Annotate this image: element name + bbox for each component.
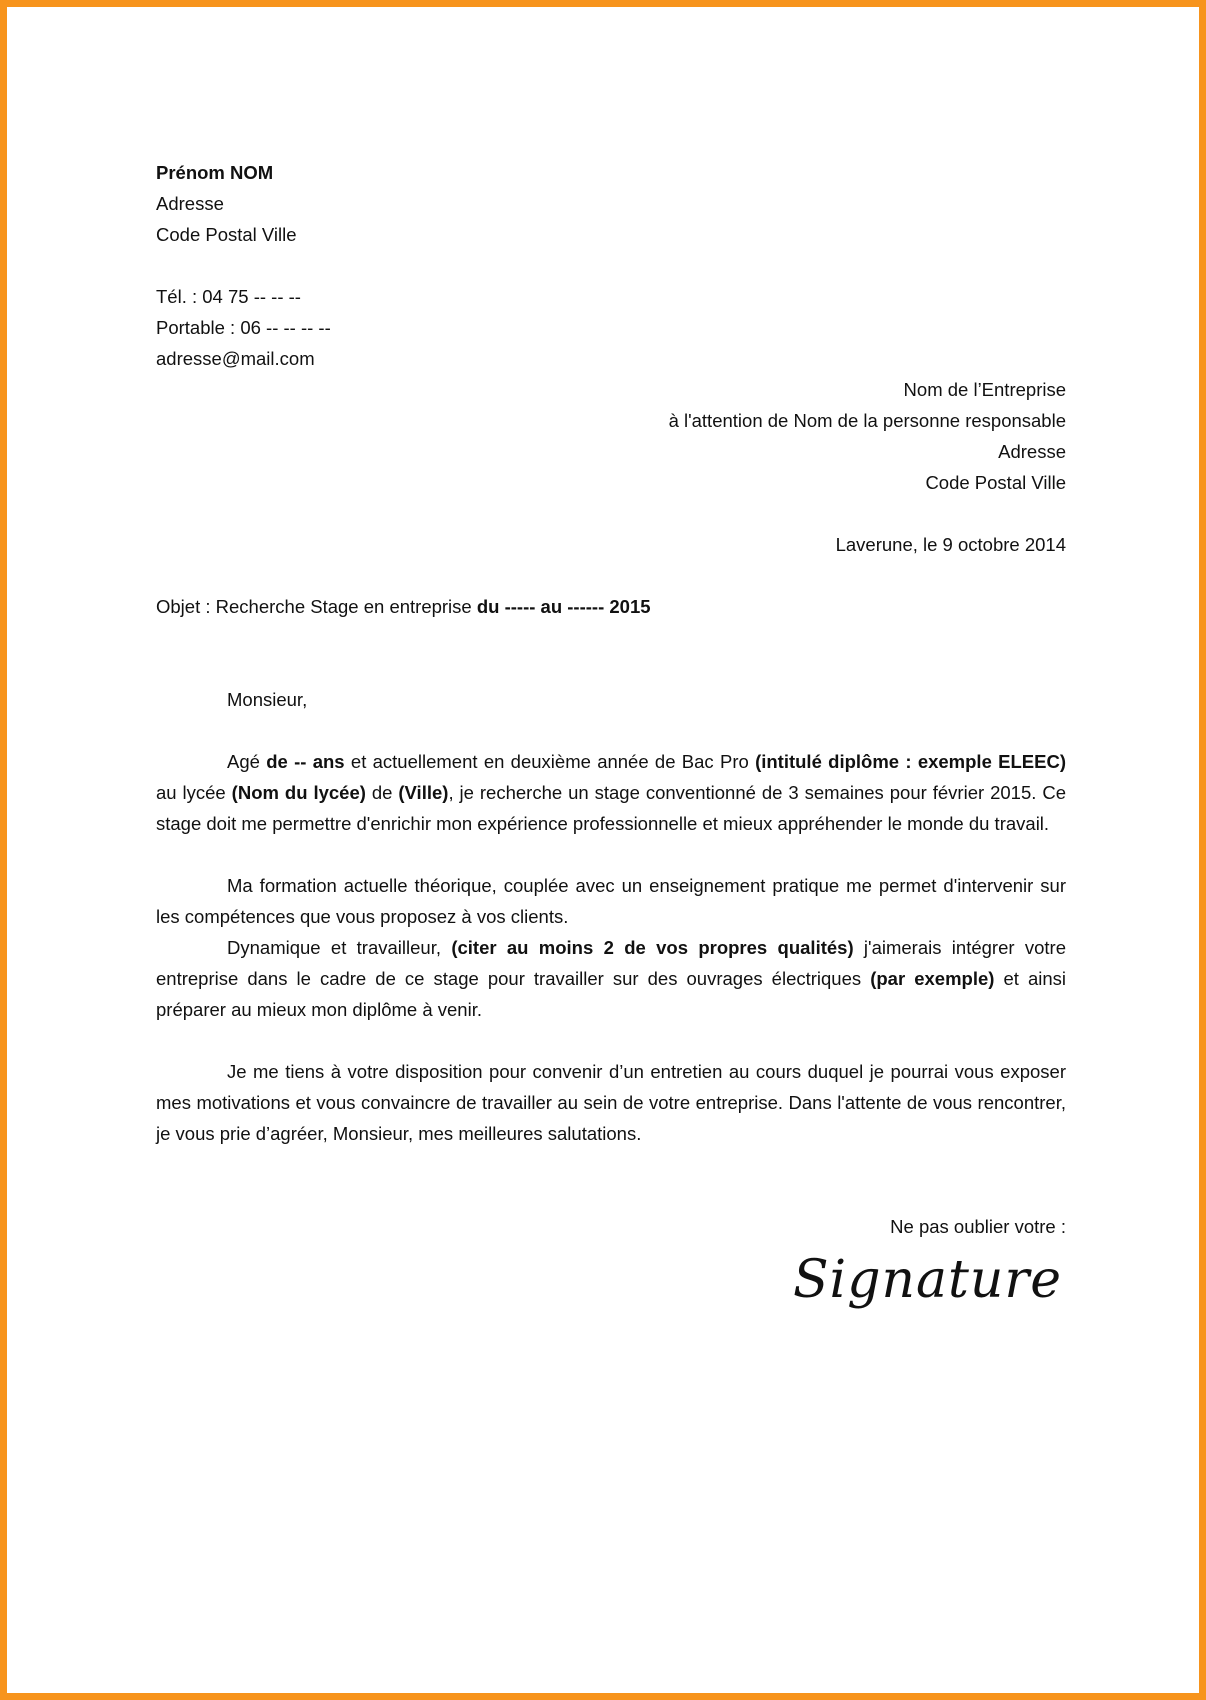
closing-note: Ne pas oublier votre : bbox=[890, 1216, 1066, 1237]
p1-bold-diploma: (intitulé diplôme : exemple ELEEC) bbox=[755, 751, 1066, 772]
paragraph-4: Je me tiens à votre disposition pour convenir d’un entretien au cours duquel je pourrai vous exposer mes motivations et vous convaincre de travailler au sein de votre entreprise. Dans l'attente de vous rencontrer, je vous prie d’agréer, Monsieur, mes meilleures salutations. bbox=[156, 1061, 1066, 1144]
spacer bbox=[156, 1180, 1066, 1211]
subject-line bbox=[156, 591, 1066, 622]
recipient-city: Code Postal Ville bbox=[925, 472, 1066, 493]
paragraph-3 bbox=[156, 932, 1066, 1025]
spacer bbox=[156, 250, 1066, 281]
p1-bold-age: de -- ans bbox=[266, 751, 345, 772]
recipient-block bbox=[156, 374, 1066, 498]
sender-email: adresse@mail.com bbox=[156, 348, 315, 369]
spacer bbox=[156, 653, 1066, 684]
spacer bbox=[156, 1149, 1066, 1180]
date-line: Laverune, le 9 octobre 2014 bbox=[835, 534, 1066, 555]
spacer bbox=[156, 622, 1066, 653]
p3-text-3: et ainsi préparer au mieux mon diplôme à venir. bbox=[156, 968, 1067, 1020]
subject-prefix: Objet : Recherche Stage en entreprise bbox=[156, 596, 477, 617]
letter bbox=[156, 157, 1066, 1312]
p1-bold-city: (Ville) bbox=[398, 782, 449, 803]
spacer bbox=[156, 560, 1066, 591]
spacer bbox=[156, 715, 1066, 746]
p1-text-5: , je recherche un stage conventionné de 3 semaines pour février 2015. Ce stage doit me permettre d'enrichir mon expérience professionnelle et mieux appréhender le monde du travail. bbox=[156, 782, 1066, 834]
p1-text-1: Agé bbox=[227, 751, 267, 772]
sender-mobile: Portable : 06 -- -- -- -- bbox=[156, 317, 331, 338]
sender-name: Prénom NOM bbox=[156, 162, 274, 183]
subject-dates: du ----- au ------ 2015 bbox=[476, 596, 651, 617]
spacer bbox=[156, 839, 1066, 870]
sender-phone: Tél. : 04 75 -- -- -- bbox=[156, 286, 301, 307]
spacer bbox=[156, 1025, 1066, 1056]
sender-city: Code Postal Ville bbox=[156, 224, 297, 245]
sender-block bbox=[156, 157, 1066, 374]
p3-bold-example: (par exemple) bbox=[870, 968, 995, 989]
p1-text-4: de bbox=[365, 782, 399, 803]
recipient-company: Nom de l’Entreprise bbox=[903, 379, 1066, 400]
p1-text-2: et actuellement en deuxième année de Bac Pro bbox=[344, 751, 756, 772]
p1-bold-school: (Nom du lycée) bbox=[231, 782, 366, 803]
signature: Signature bbox=[792, 1250, 1062, 1310]
paragraph-1 bbox=[156, 746, 1066, 839]
spacer bbox=[156, 498, 1066, 529]
recipient-attention: à l'attention de Nom de la personne responsable bbox=[668, 410, 1066, 431]
p3-text-2: j'aimerais intégrer votre entreprise dans le cadre de ce stage pour travailler sur des ouvrages électriques bbox=[156, 937, 1066, 989]
paragraph-2: Ma formation actuelle théorique, couplée avec un enseignement pratique me permet d'intervenir sur les compétences que vous proposez à vos clients. bbox=[156, 875, 1066, 927]
p3-text-1: Dynamique et travailleur, bbox=[227, 937, 452, 958]
salutation: Monsieur, bbox=[227, 689, 308, 710]
p1-text-3: au lycée bbox=[156, 782, 232, 803]
recipient-address: Adresse bbox=[998, 441, 1066, 462]
sender-address: Adresse bbox=[156, 193, 224, 214]
p3-bold-qualities: (citer au moins 2 de vos propres qualités) bbox=[451, 937, 854, 958]
